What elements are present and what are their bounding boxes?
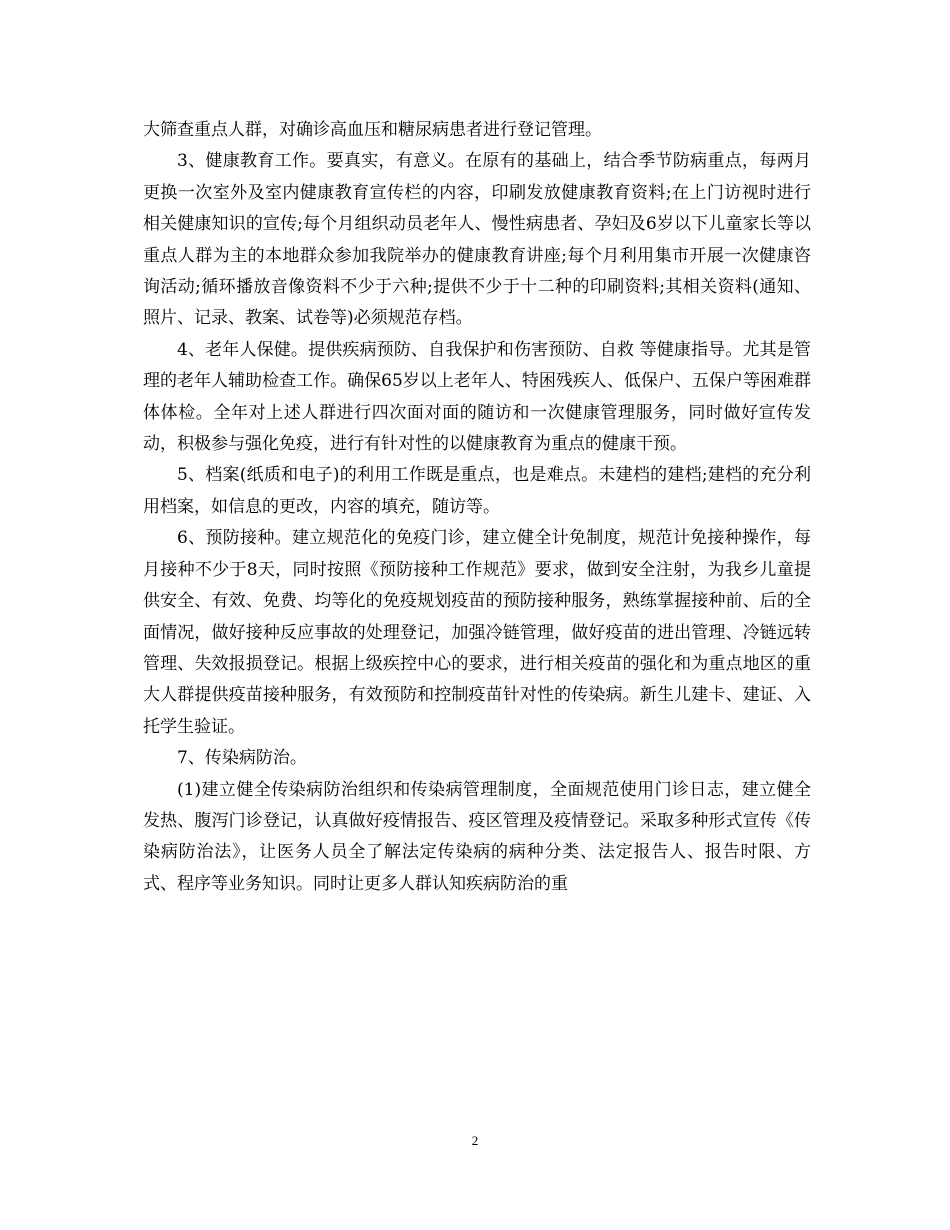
document-body [143, 115, 811, 900]
paragraph-health-education: 3、健康教育工作。要真实，有意义。在原有的基础上，结合季节防病重点，每两月更换一次室外及室内健康教育宣传栏的内容，印刷发放健康教育资料;在上门访视时进行相关健康知识的宣传;每个月组织动员老年人、慢性病患者、孕妇及6岁以下儿童家长等以重点人群为主的本地群众参加我院举办的健康教育讲座;每个月利用集市开展一次健康咨询活动;循环播放音像资料不少于六种;提供不少于十二种的印刷资料;其相关资料(通知、照片、记录、教案、试卷等)必须规范存档。 [143, 151, 811, 329]
page-number: 2 [471, 1133, 479, 1148]
paragraph-infectious-disease-heading: 7、传染病防治。 [177, 748, 307, 769]
paragraph-elderly-care: 4、老年人保健。提供疾病预防、自我保护和伤害预防、自救 等健康指导。尤其是管理的老年人辅助检查工作。确保65岁以上老年人、特困残疾人、低保户、五保户等困难群体体检。全年对上述人群进行四次面对面的随访和一次健康管理服务，同时做好宣传发动，积极参与强化免疫，进行有针对性的以健康教育为重点的健康干预。 [143, 339, 811, 455]
paragraph-vaccination: 6、预防接种。建立规范化的免疫门诊，建立健全计免制度，规范计免接种操作，每月接种不少于8天，同时按照《预防接种工作规范》要求，做到安全注射，为我乡儿童提供安全、有效、免费、均等化的免疫规划疫苗的预防接种服务，熟练掌握接种前、后的全面情况，做好接种反应事故的处理登记，加强冷链管理，做好疫苗的进出管理、冷链远转管理、失效报损登记。根据上级疾控中心的要求，进行相关疫苗的强化和为重点地区的重大人群提供疫苗接种服务，有效预防和控制疫苗针对性的传染病。新生儿建卡、建证、入托学生验证。 [143, 528, 811, 737]
paragraph-archives: 5、档案(纸质和电子)的利用工作既是重点，也是难点。未建档的建档;建档的充分利用档案，如信息的更改，内容的填充，随访等。 [143, 465, 811, 517]
paragraph-infectious-disease-detail: (1)建立健全传染病防治组织和传染病管理制度，全面规范使用门诊日志，建立健全发热、腹泻门诊登记，认真做好疫情报告、疫区管理及疫情登记。采取多种形式宣传《传染病防治法》，让医务人员全了解法定传染病的病种分类、法定报告人、报告时限、方式、程序等业务知识。同时让更多人群认知疾病防治的重 [143, 779, 811, 894]
paragraph-continuation: 大筛查重点人群，对确诊高血压和糖尿病患者进行登记管理。 [143, 120, 602, 140]
